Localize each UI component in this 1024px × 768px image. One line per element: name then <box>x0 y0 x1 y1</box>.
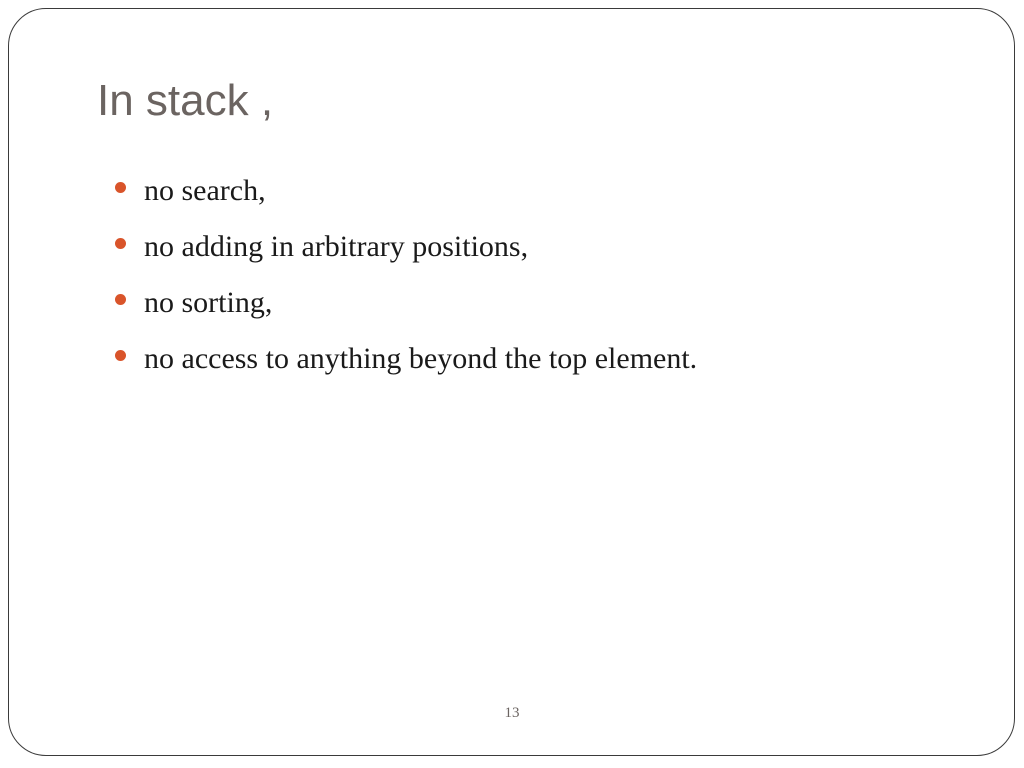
bullet-text: no adding in arbitrary positions, <box>144 230 529 263</box>
bullet-icon <box>115 238 126 249</box>
slide-title: In stack , <box>97 76 274 125</box>
slide-number: 13 <box>504 705 520 721</box>
bullet-text: no search, <box>144 174 266 207</box>
bullet-text: no access to anything beyond the top element. <box>144 342 698 375</box>
bullet-icon <box>115 294 126 305</box>
bullet-icon <box>115 182 126 193</box>
bullet-icon <box>115 350 126 361</box>
bullet-text: no sorting, <box>144 286 273 319</box>
